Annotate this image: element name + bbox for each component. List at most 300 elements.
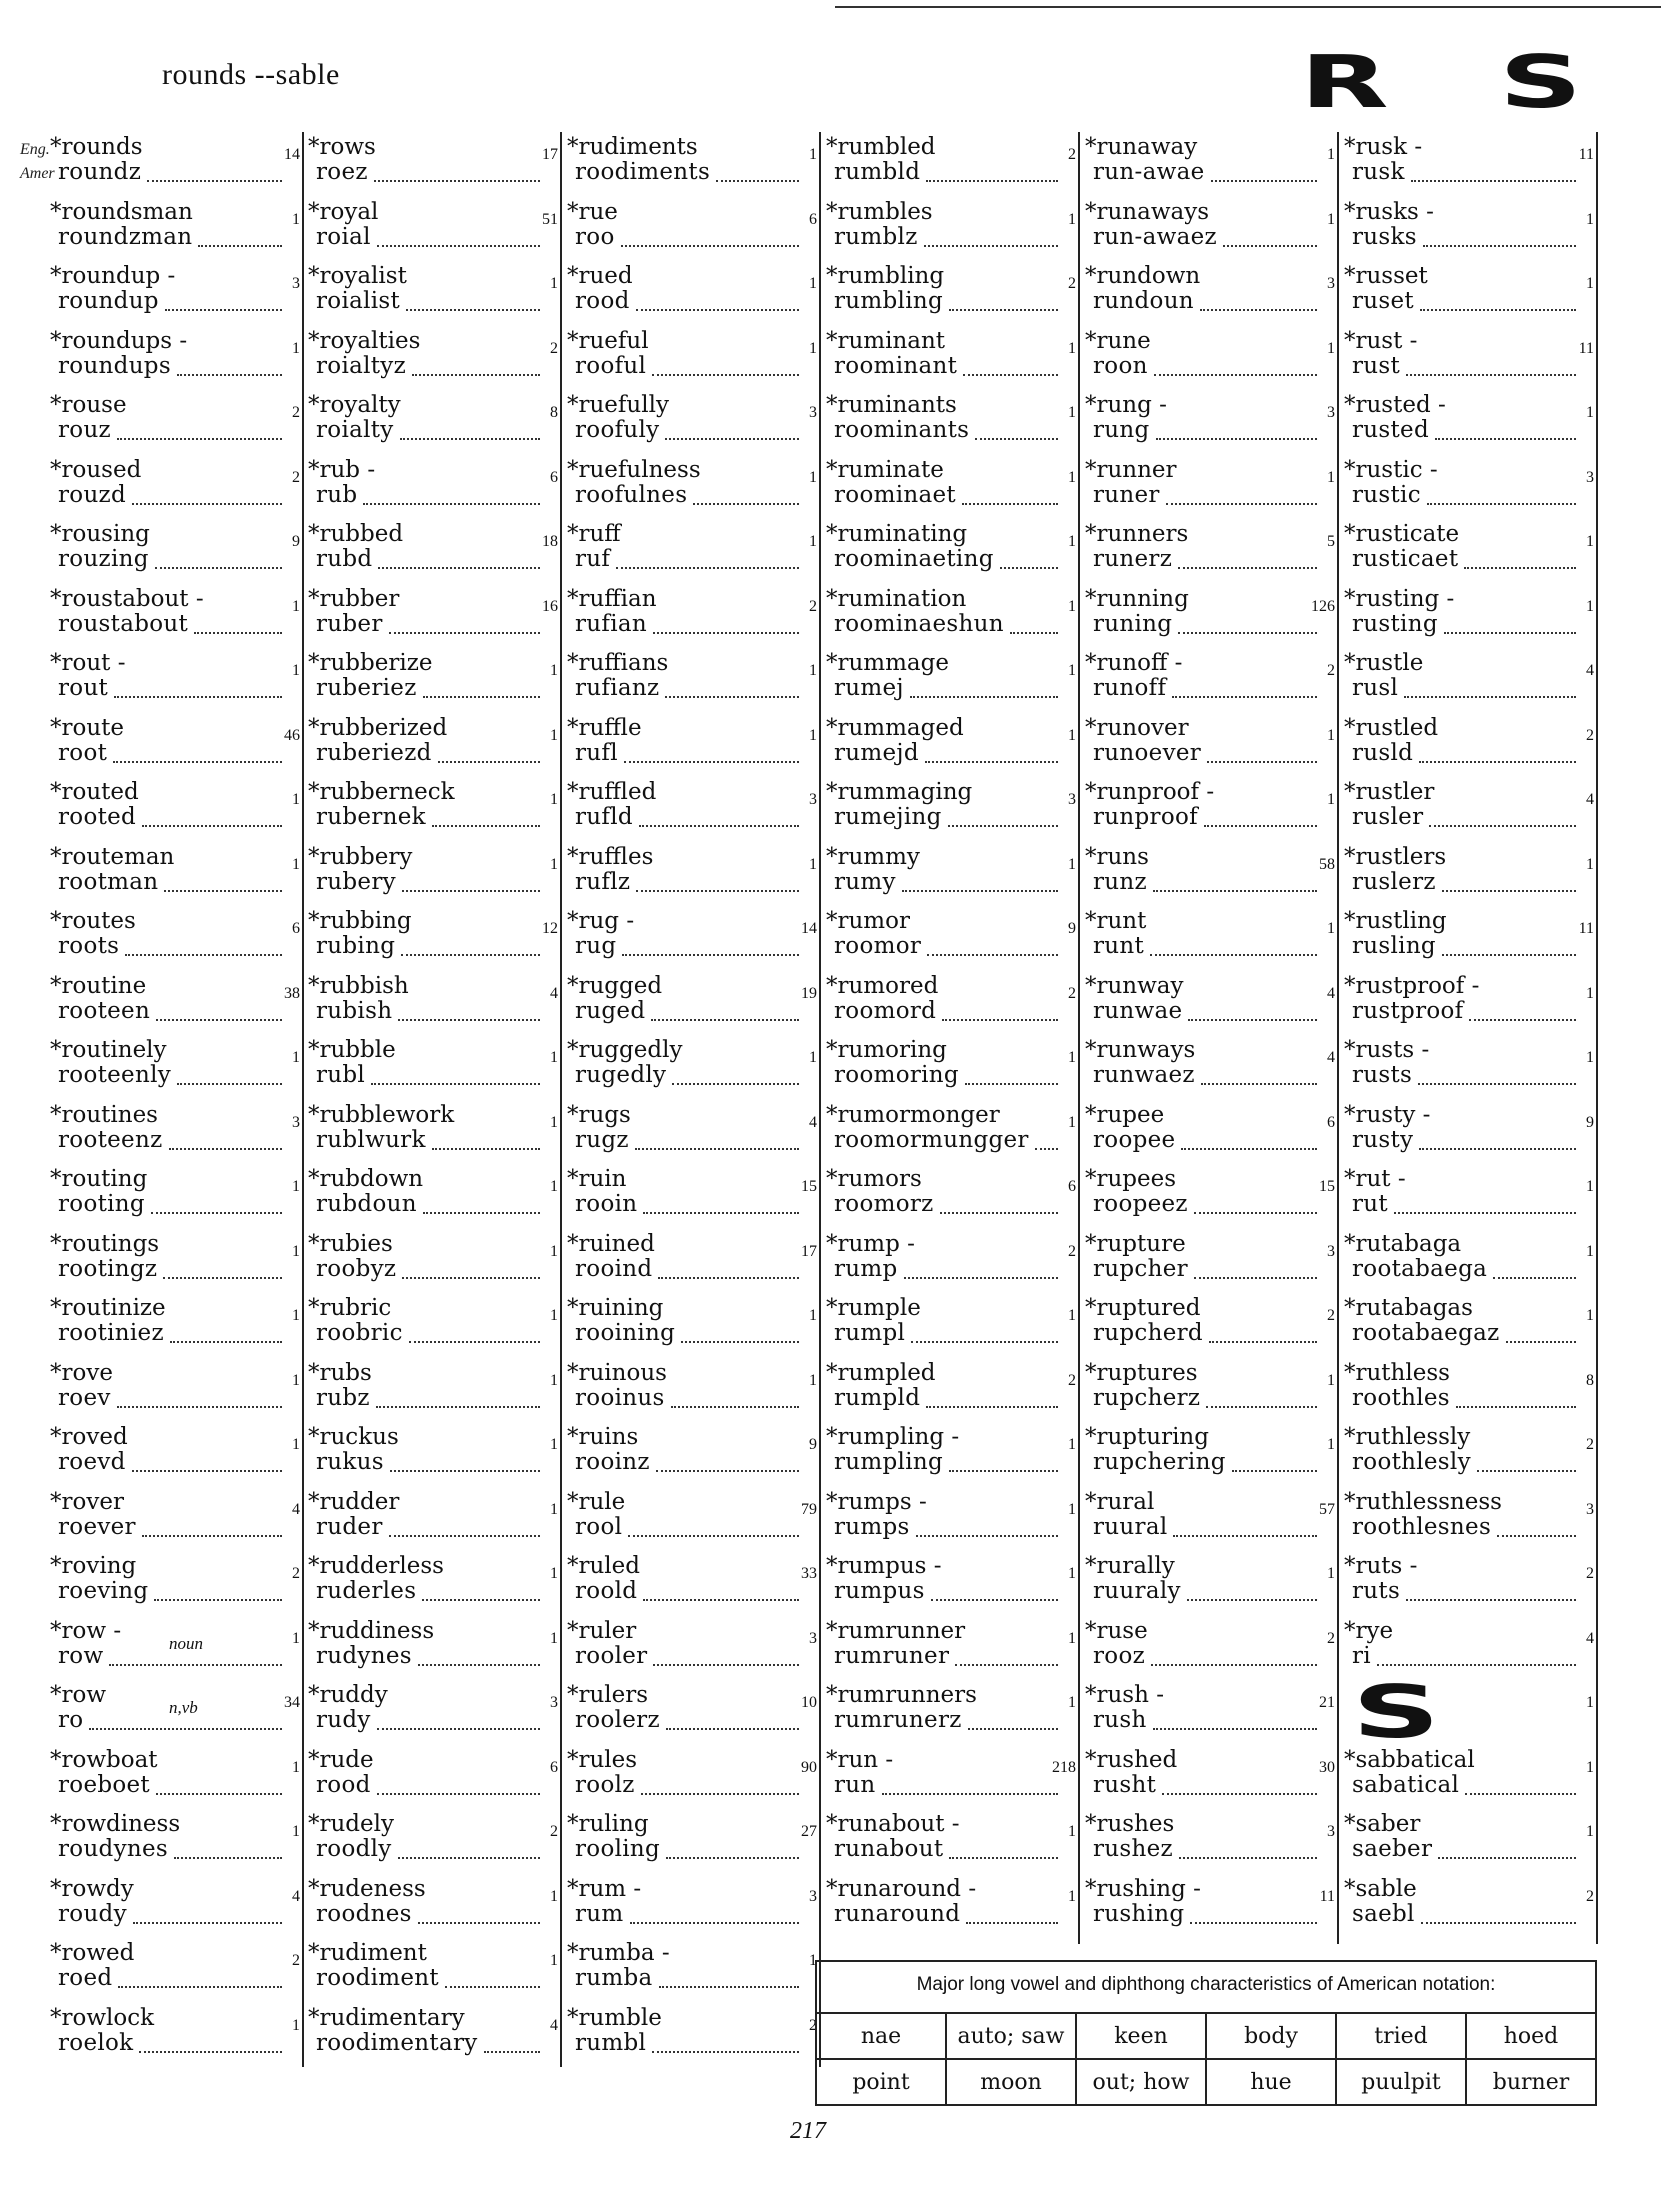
leader-dots (1427, 503, 1576, 505)
dictionary-entry (1079, 1229, 1337, 1293)
headword: *rumple (826, 1295, 921, 1321)
frequency-count: 126 (1311, 597, 1335, 615)
notation: rumbl (575, 2029, 647, 2056)
dictionary-entry (820, 1616, 1078, 1680)
leader-dots (1477, 1470, 1576, 1472)
notation: rumy (834, 868, 896, 895)
notation: rusht (1093, 1771, 1157, 1798)
notation: runabout (834, 1836, 944, 1862)
dictionary-entry (1079, 1487, 1337, 1551)
frequency-count: 1 (1068, 1823, 1076, 1840)
dictionary-entry (1079, 648, 1337, 712)
dictionary-entry (820, 1164, 1078, 1228)
notation: rusks (1352, 223, 1417, 250)
leader-dots (925, 761, 1058, 763)
leader-dots (117, 1406, 282, 1408)
frequency-count: 3 (1586, 1500, 1594, 1518)
leader-dots (1406, 374, 1576, 376)
dictionary-entry (820, 777, 1078, 841)
dictionary-entry (1338, 1874, 1596, 1938)
headword: *rustle (1344, 650, 1424, 676)
dictionary-entry (1079, 1874, 1337, 1938)
dictionary-entry (820, 1745, 1078, 1809)
dictionary-entry (561, 777, 819, 841)
dictionary-entry (302, 842, 560, 906)
leader-dots (1162, 1793, 1317, 1795)
frequency-count: 4 (1586, 662, 1594, 679)
headword: *rugged (567, 972, 663, 999)
headword: *ruthlessness (1344, 1488, 1502, 1515)
dictionary-entry (44, 906, 302, 970)
leader-dots (139, 2051, 282, 2053)
leader-dots (432, 1148, 540, 1150)
leader-dots (165, 309, 282, 311)
dictionary-entry (1338, 1422, 1596, 1486)
headword: *rubbery (308, 843, 413, 870)
section-letters: R S (1299, 40, 1617, 124)
leader-dots (963, 374, 1058, 376)
frequency-count: 1 (1586, 1694, 1594, 1711)
legend-cell: nae (817, 2014, 947, 2058)
legend-cell: puulpit (1337, 2060, 1467, 2104)
leader-dots (378, 567, 540, 569)
headword: *rumoring (826, 1037, 947, 1063)
dictionary-entry (1079, 584, 1337, 648)
frequency-count: 2 (809, 2016, 817, 2034)
leader-dots (1153, 1728, 1317, 1730)
frequency-count: 4 (1586, 1629, 1594, 1647)
leader-dots (1200, 309, 1317, 311)
dictionary-entry (1338, 261, 1596, 325)
frequency-count: 1 (550, 275, 558, 292)
frequency-count: 6 (809, 210, 817, 228)
headword: *rumpling - (826, 1424, 960, 1450)
notation: rusty (1352, 1126, 1414, 1153)
leader-dots (164, 890, 282, 892)
headword: *ruins (567, 1424, 639, 1450)
headword: *routine (50, 972, 147, 999)
leader-dots (398, 1019, 540, 1021)
headword: *rueful (567, 327, 649, 354)
dictionary-entry (302, 1616, 560, 1680)
frequency-count: 1 (1327, 339, 1335, 357)
frequency-count: 1 (1586, 404, 1594, 421)
frequency-count: 1 (809, 726, 817, 744)
notation: rumpus (834, 1578, 925, 1604)
notation: rooful (575, 352, 647, 379)
leader-dots (926, 1406, 1058, 1408)
headword: *roundup - (50, 263, 176, 289)
dictionary-entry (44, 1035, 302, 1099)
headword: *ruling (567, 1811, 649, 1837)
leader-dots (376, 1406, 540, 1408)
leader-dots (422, 1599, 540, 1601)
notation: ruderles (316, 1578, 417, 1604)
notation: rooin (575, 1191, 638, 1217)
dictionary-entry (561, 197, 819, 261)
frequency-count: 1 (1068, 726, 1076, 744)
headword: *rubies (308, 1230, 393, 1257)
leader-dots (716, 180, 799, 182)
dictionary-entry (302, 132, 560, 196)
frequency-count: 1 (1586, 275, 1594, 292)
headword: *runner (1085, 456, 1177, 483)
dictionary-entry (302, 1164, 560, 1228)
notation: rupcherz (1093, 1384, 1201, 1411)
headword: *rudderless (308, 1553, 444, 1579)
notation: rootman (58, 868, 159, 895)
notation: saeber (1352, 1836, 1433, 1862)
dictionary-entry (44, 713, 302, 777)
headword: *rushes (1085, 1811, 1175, 1837)
leader-dots (1156, 438, 1317, 440)
dictionary-entry (1338, 1670, 1596, 1754)
leader-dots (412, 374, 540, 376)
frequency-count: 1 (292, 597, 300, 615)
leader-dots (1419, 1148, 1576, 1150)
leader-dots (927, 954, 1058, 956)
notation: roots (58, 933, 120, 959)
dictionary-entry (820, 1809, 1078, 1873)
dictionary-entry (302, 390, 560, 454)
dictionary-entry (44, 197, 302, 261)
frequency-count: 4 (550, 2016, 558, 2034)
notation: run (834, 1771, 876, 1798)
notation: rumba (575, 1965, 653, 1991)
frequency-count: 33 (801, 1565, 817, 1582)
frequency-count: 4 (809, 1113, 817, 1131)
headword: *rubric (308, 1295, 392, 1321)
headword: *ruptured (1085, 1295, 1201, 1321)
dictionary-entry (1079, 1293, 1337, 1357)
frequency-count: 1 (1327, 468, 1335, 486)
headword: *routing (50, 1166, 148, 1192)
headword: *rumba - (567, 1940, 670, 1966)
leader-dots (962, 503, 1058, 505)
dictionary-entry (1338, 1809, 1596, 1873)
leader-dots (142, 825, 282, 827)
notation: run-awaez (1093, 223, 1217, 250)
leader-dots (1444, 632, 1576, 634)
dictionary-entry (44, 971, 302, 1035)
frequency-count: 11 (1578, 339, 1594, 357)
leader-dots (1404, 696, 1576, 698)
notation: rust (1352, 352, 1401, 379)
leader-dots (652, 374, 799, 376)
headword: *rowdy (50, 1875, 134, 1902)
dictionary-entry (1079, 1164, 1337, 1228)
amer-label: Amer (20, 165, 55, 182)
leader-dots (114, 696, 282, 698)
frequency-count: 1 (1586, 1049, 1594, 1066)
dictionary-entry (820, 713, 1078, 777)
frequency-count: 2 (292, 404, 300, 421)
dictionary-entry (561, 261, 819, 325)
headword: *rugs (567, 1101, 631, 1128)
leader-dots (1209, 1341, 1317, 1343)
dictionary-entry (1338, 1487, 1596, 1551)
headword: *rubberize (308, 650, 433, 676)
headword: *ruin (567, 1166, 627, 1192)
headword: *runners (1085, 521, 1189, 547)
headword: *ruffian (567, 585, 657, 612)
frequency-count: 1 (292, 1049, 300, 1066)
dictionary-entry (820, 132, 1078, 196)
dictionary-entry (1079, 713, 1337, 777)
dictionary-entry (302, 197, 560, 261)
notation: rumpling (834, 1449, 943, 1475)
dictionary-entry (44, 1745, 302, 1809)
frequency-count: 9 (809, 1436, 817, 1453)
leader-dots (1181, 1148, 1317, 1150)
headword: *rumble (567, 2004, 662, 2031)
frequency-count: 1 (550, 1436, 558, 1453)
dictionary-entry (561, 906, 819, 970)
headword: *rowboat (50, 1746, 158, 1773)
headword: *rubblework (308, 1101, 455, 1128)
frequency-count: 6 (292, 920, 300, 937)
frequency-count: 1 (809, 1952, 817, 1969)
headword: *runover (1085, 714, 1189, 741)
dictionary-entry (1338, 1551, 1596, 1615)
legend-cell: burner (1492, 2069, 1570, 2095)
frequency-count: 6 (1327, 1113, 1335, 1131)
dictionary-entry (44, 1809, 302, 1873)
page-title: rounds --sable (162, 58, 340, 91)
notation: ruder (316, 1513, 383, 1540)
leader-dots (926, 180, 1058, 182)
dictionary-entry (561, 842, 819, 906)
headword: *rubbing (308, 908, 412, 934)
headword: *rub - (308, 456, 376, 483)
notation: rung (1093, 417, 1150, 443)
dictionary-entry (1079, 132, 1337, 196)
notation: rusler (1352, 804, 1424, 830)
dictionary-entry (561, 455, 819, 519)
headword: *rusting - (1344, 585, 1455, 612)
headword: *rubble (308, 1037, 396, 1063)
leader-dots (174, 1857, 282, 1859)
leader-dots (643, 1212, 799, 1214)
leader-dots (155, 567, 282, 569)
headword: *routines (50, 1101, 158, 1128)
leader-dots (643, 1599, 799, 1601)
notation: rooted (58, 804, 137, 830)
leader-dots (1010, 632, 1058, 634)
dictionary-entry (561, 1745, 819, 1809)
leader-dots (402, 890, 540, 892)
notation: rooinz (575, 1449, 650, 1475)
headword: *rupee (1085, 1101, 1165, 1128)
frequency-count: 1 (1586, 1823, 1594, 1840)
frequency-count: 1 (550, 726, 558, 744)
notation: rooinus (575, 1384, 665, 1411)
leader-dots (653, 632, 799, 634)
headword: *rumrunners (826, 1682, 977, 1708)
notation: rooind (575, 1255, 653, 1282)
notation: runerz (1093, 546, 1173, 572)
frequency-count: 1 (1327, 146, 1335, 163)
notation: rupcherd (1093, 1320, 1203, 1346)
dictionary-entry (302, 1745, 560, 1809)
dictionary-entry (302, 1035, 560, 1099)
headword: *rumored (826, 972, 939, 999)
notation: rufl (575, 739, 618, 766)
frequency-count: 4 (1327, 984, 1335, 1002)
frequency-count: 9 (1068, 920, 1076, 937)
leader-dots (624, 761, 799, 763)
frequency-count: 1 (292, 662, 300, 679)
column-4 (820, 132, 1080, 1944)
frequency-count: 1 (809, 1307, 817, 1324)
headword: *ruminant (826, 327, 946, 354)
headword: *rowdiness (50, 1811, 181, 1837)
frequency-count: 1 (292, 1371, 300, 1389)
notation: runer (1093, 481, 1160, 508)
notation: roevd (58, 1449, 126, 1475)
headword: *rubberized (308, 714, 448, 741)
notation: rumbling (834, 288, 943, 314)
headword: *rue (567, 198, 618, 225)
frequency-count: 14 (801, 920, 817, 937)
headword: *rupees (1085, 1166, 1177, 1192)
frequency-count: 11 (1578, 146, 1594, 163)
dictionary-entry (44, 1551, 302, 1615)
headword: *rued (567, 263, 633, 289)
headword: *rumors (826, 1166, 922, 1192)
leader-dots (942, 1019, 1058, 1021)
notation: ruural (1093, 1513, 1168, 1540)
dictionary-entry (1338, 777, 1596, 841)
dictionary-entry (1338, 197, 1596, 261)
leader-dots (418, 1664, 540, 1666)
frequency-count: 1 (1068, 1565, 1076, 1582)
notation: rootiniez (58, 1320, 164, 1346)
headword: *royalty (308, 392, 401, 418)
headword: *running (1085, 585, 1189, 612)
headword: *rustic - (1344, 456, 1438, 483)
dictionary-entry (820, 519, 1078, 583)
headword: *rummaging (826, 779, 973, 805)
headword: *rustler (1344, 779, 1435, 805)
leader-dots (170, 1341, 282, 1343)
headword: *row - (50, 1617, 122, 1644)
leader-dots (641, 1793, 799, 1795)
legend-cell: point (817, 2060, 947, 2104)
frequency-count: 1 (1068, 1694, 1076, 1711)
notation: rump (834, 1255, 898, 1282)
dictionary-entry (820, 842, 1078, 906)
dictionary-entry (1079, 1680, 1337, 1744)
frequency-count: 1 (1068, 468, 1076, 486)
headword: *ruggedly (567, 1037, 683, 1063)
notation: rumejing (834, 804, 942, 830)
headword: *rover (50, 1488, 124, 1515)
frequency-count: 2 (292, 1952, 300, 1969)
dictionary-entry (561, 713, 819, 777)
headword: *rubs (308, 1359, 372, 1386)
notation: runaround (834, 1900, 961, 1927)
frequency-count: 2 (1068, 146, 1076, 163)
notation: runz (1093, 868, 1147, 895)
dictionary-entry (302, 1809, 560, 1873)
notation: rukus (316, 1449, 384, 1475)
leader-dots (1178, 567, 1317, 569)
frequency-count: 3 (1586, 468, 1594, 486)
headword: *rustling (1344, 908, 1447, 934)
dictionary-entry (561, 1551, 819, 1615)
dictionary-entry (44, 842, 302, 906)
headword: *runways (1085, 1037, 1196, 1063)
leader-dots (1420, 309, 1576, 311)
headword: *rump - (826, 1230, 915, 1257)
notation: runing (1093, 610, 1173, 637)
headword: *ruddiness (308, 1617, 435, 1644)
leader-dots (1406, 1599, 1576, 1601)
dictionary-entry (561, 519, 819, 583)
leader-dots (198, 245, 282, 247)
notation: roelok (58, 2029, 134, 2056)
frequency-count: 3 (809, 1887, 817, 1905)
notation: rufianz (575, 675, 660, 701)
leader-dots (635, 1148, 799, 1150)
leader-dots (390, 1470, 540, 1472)
dictionary-entry (561, 1938, 819, 2002)
frequency-count: 1 (1068, 1629, 1076, 1647)
leader-dots (1442, 890, 1576, 892)
leader-dots (1194, 1212, 1317, 1214)
notation: roundz (58, 159, 142, 185)
notation: roundup (58, 288, 159, 314)
legend-cell: auto; saw (947, 2014, 1077, 2058)
headword: *routings (50, 1230, 160, 1257)
notation: rumej (834, 675, 904, 701)
notation: roed (58, 1965, 113, 1991)
headword: *rye (1344, 1617, 1394, 1644)
notation: rootabaegaz (1352, 1320, 1500, 1346)
dictionary-entry (561, 1616, 819, 1680)
column-3 (561, 132, 821, 2067)
notation: roothlesly (1352, 1449, 1471, 1475)
headword: *rows (308, 134, 376, 160)
frequency-count: 14 (284, 146, 300, 163)
notation: roialist (316, 288, 401, 314)
leader-dots (656, 1470, 799, 1472)
leader-dots (1035, 1148, 1058, 1150)
leader-dots (1429, 825, 1576, 827)
leader-dots (423, 1212, 540, 1214)
dictionary-entry (302, 1874, 560, 1938)
dictionary-entry (1079, 1358, 1337, 1422)
leader-dots (636, 890, 799, 892)
leader-dots (1201, 1083, 1317, 1085)
leader-dots (622, 954, 799, 956)
headword: *row (50, 1682, 107, 1708)
headword: *ruffians (567, 650, 669, 676)
headword: *ruled (567, 1553, 640, 1579)
notation: ro (58, 1707, 84, 1733)
notation: roever (58, 1513, 136, 1540)
notation: rooler (575, 1642, 648, 1669)
notation: roialty (316, 417, 394, 443)
headword: *runs (1085, 843, 1149, 870)
headword: *rumormonger (826, 1101, 1000, 1128)
leader-dots (1506, 1341, 1576, 1343)
dictionary-entry (302, 2003, 560, 2067)
notation: roofulnes (575, 481, 688, 508)
leader-dots (445, 1986, 540, 1988)
notation: roomor (834, 933, 922, 959)
